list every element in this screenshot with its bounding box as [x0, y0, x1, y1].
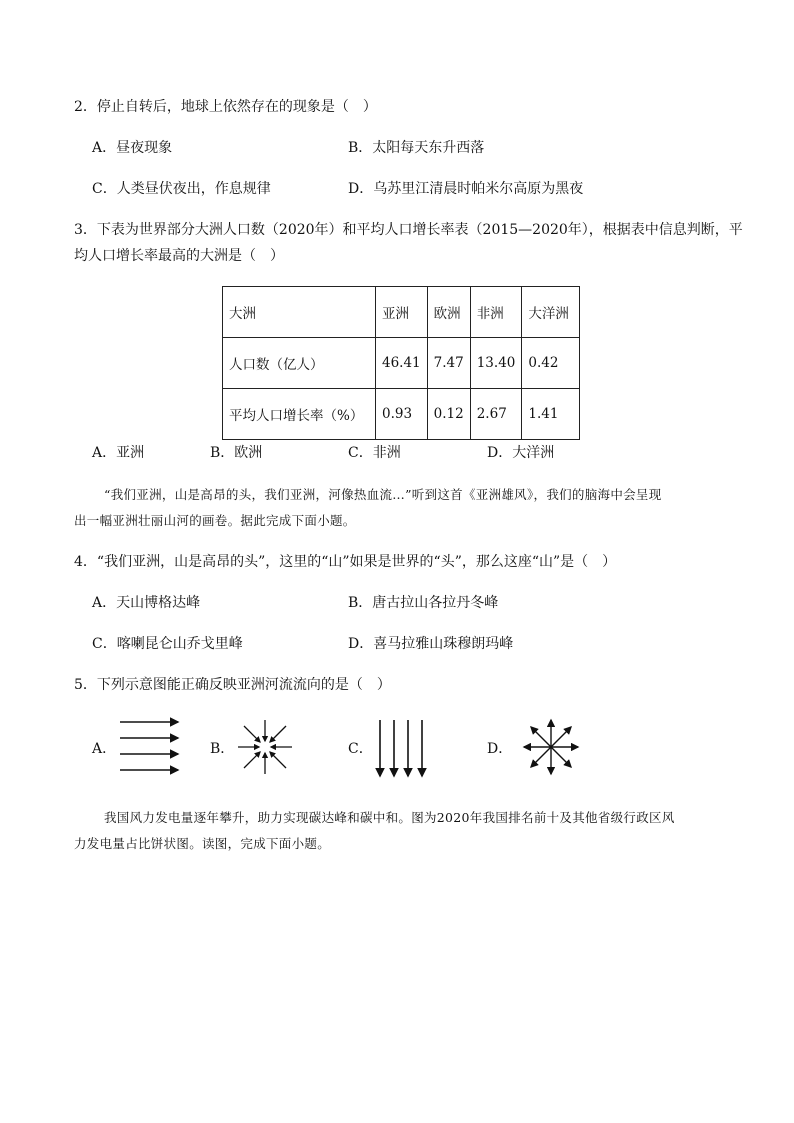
q4-option-a: A．天山博格达峰 [92, 595, 201, 611]
question-4-stem: 4．“我们亚洲，山是高昂的头”，这里的“山”如果是世界的“头”，那么这座“山”是（ ） [74, 554, 617, 570]
passage-wind-line1: 我国风力发电量逐年攀升，助力实现碳达峰和碳中和。图为2020年我国排名前十及其他省级行政区风 [104, 810, 675, 825]
q3-option-a: A．亚洲 [92, 445, 145, 461]
table-row [223, 389, 580, 440]
table-cell: 46.41 [376, 338, 428, 389]
q5-option-d-label: D． [487, 741, 513, 757]
q2-option-d: D．乌苏里江清晨时帕米尔高原为黑夜 [348, 181, 584, 197]
table-cell: 平均人口增长率（%） [223, 389, 376, 440]
population-table [222, 286, 580, 440]
converging-arrows-diagram [236, 718, 294, 776]
table-header-cell: 欧洲 [427, 287, 470, 338]
question-3-stem-line1: 3．下表为世界部分大洲人口数（2020年）和平均人口增长率表（2015—2020年），根据表中信息判断，平 [74, 222, 743, 238]
table-cell: 13.40 [470, 338, 522, 389]
table-cell: 0.42 [522, 338, 580, 389]
table-header-cell: 非洲 [470, 287, 522, 338]
q4-option-c: C．喀喇昆仑山乔戈里峰 [92, 636, 243, 652]
table-row [223, 338, 580, 389]
q5-option-b-label: B． [210, 741, 235, 757]
q3-option-c: C．非洲 [348, 445, 401, 461]
q2-option-b: B．太阳每天东升西落 [348, 140, 485, 156]
table-cell: 人口数（亿人） [223, 338, 376, 389]
table-row [223, 287, 580, 338]
question-3-stem-line2: 均人口增长率最高的大洲是（ ） [74, 248, 284, 264]
parallel-east-arrows-diagram [118, 716, 182, 776]
passage-asia-line2: 出一幅亚洲壮丽山河的画卷。据此完成下面小题。 [74, 513, 356, 528]
q2-option-a: A．昼夜现象 [92, 140, 173, 156]
table-header-cell: 大洋洲 [522, 287, 580, 338]
question-2-stem: 2．停止自转后，地球上依然存在的现象是（ ） [74, 99, 377, 115]
table-cell: 1.41 [522, 389, 580, 440]
q3-option-b: B．欧洲 [210, 445, 263, 461]
q5-option-a-label: A． [92, 741, 117, 757]
table-cell: 2.67 [470, 389, 522, 440]
q4-option-d: D．喜马拉雅山珠穆朗玛峰 [348, 636, 514, 652]
table-header-cell: 亚洲 [376, 287, 428, 338]
table-cell: 0.12 [427, 389, 470, 440]
table-header-cell: 大洲 [223, 287, 376, 338]
q3-option-d: D．大洋洲 [487, 445, 555, 461]
question-5-stem: 5．下列示意图能正确反映亚洲河流流向的是（ ） [74, 677, 391, 693]
table-cell: 7.47 [427, 338, 470, 389]
q4-option-b: B．唐古拉山各拉丹冬峰 [348, 595, 499, 611]
radiating-arrows-diagram [520, 716, 582, 778]
parallel-south-arrows-diagram [374, 718, 428, 780]
passage-wind-line2: 力发电量占比饼状图。读图，完成下面小题。 [74, 836, 331, 851]
q2-option-c: C．人类昼伏夜出，作息规律 [92, 181, 271, 197]
table-cell: 0.93 [376, 389, 428, 440]
q5-option-c-label: C． [348, 741, 373, 757]
passage-asia-line1: “我们亚洲，山是高昂的头，我们亚洲，河像热血流…”听到这首《亚洲雄风》，我们的脑海中会呈现 [104, 487, 662, 502]
